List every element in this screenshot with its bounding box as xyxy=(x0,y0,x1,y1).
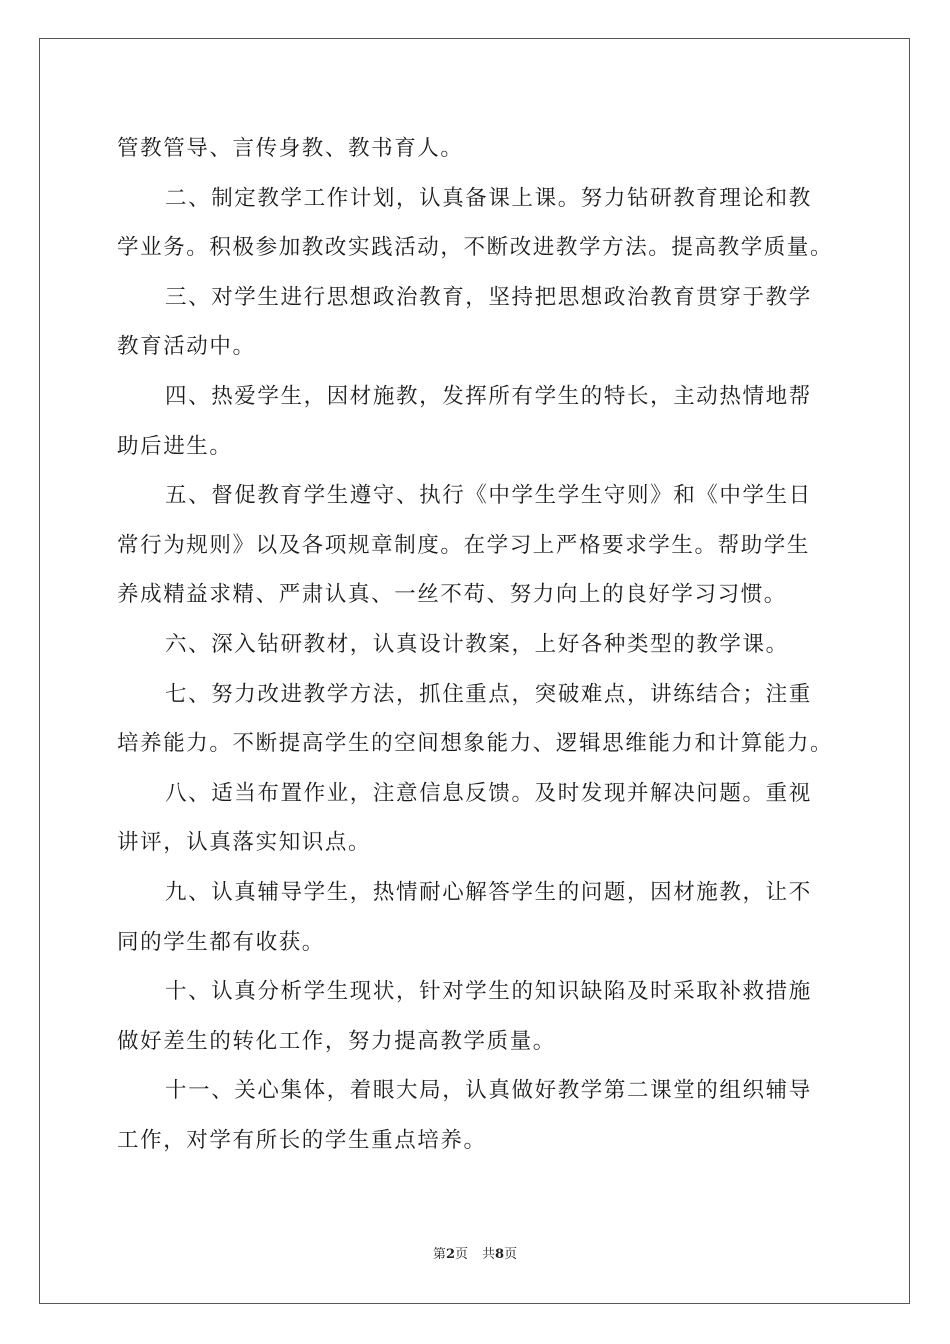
page-number-prefix: 第 xyxy=(432,1247,446,1262)
text-line: 助后进生。 xyxy=(117,433,233,459)
text-line: 二、制定教学工作计划，认真备课上课。努力钻研教育理论和教 xyxy=(165,185,812,211)
text-line: 四、热爱学生，因材施教，发挥所有学生的特长，主动热情地帮 xyxy=(165,383,812,409)
text-line: 管教管导、言传身教、教书育人。 xyxy=(117,136,464,161)
total-pages-suffix: 页 xyxy=(504,1247,518,1262)
text-line: 十、认真分析学生现状，针对学生的知识缺陷及时采取补救措施 xyxy=(165,979,812,1005)
text-line: 常行为规则》以及各项规章制度。在学习上严格要求学生。帮助学生 xyxy=(117,532,811,558)
page-footer xyxy=(0,1243,950,1262)
text-line: 七、努力改进教学方法，抓住重点，突破难点，讲练结合；注重 xyxy=(165,681,812,707)
text-line: 养成精益求精、严肃认真、一丝不苟、努力向上的良好学习习惯。 xyxy=(117,582,787,608)
text-line: 三、对学生进行思想政治教育，坚持把思想政治教育贯穿于教学 xyxy=(165,284,812,310)
total-page-count: 8 xyxy=(495,1247,505,1262)
text-line: 十一、关心集体，着眼大局，认真做好教学第二课堂的组织辅导 xyxy=(165,1078,812,1104)
text-line: 八、适当布置作业，注意信息反馈。及时发现并解决问题。重视 xyxy=(165,780,812,806)
document-body xyxy=(117,124,837,1165)
text-line: 教育活动中。 xyxy=(117,334,256,360)
text-line: 同的学生都有收获。 xyxy=(117,929,325,955)
total-pages-prefix: 共 xyxy=(482,1247,496,1262)
text-line: 九、认真辅导学生，热情耐心解答学生的问题，因材施教，让不 xyxy=(165,879,812,905)
current-page-number: 2 xyxy=(445,1247,455,1262)
text-line: 讲评，认真落实知识点。 xyxy=(117,830,372,856)
page-number-suffix: 页 xyxy=(454,1247,468,1262)
text-line: 工作，对学有所长的学生重点培养。 xyxy=(117,1127,487,1153)
text-line: 五、督促教育学生遵守、执行《中学生学生守则》和《中学生日 xyxy=(165,483,812,509)
text-line: 培养能力。不断提高学生的空间想象能力、逻辑思维能力和计算能力。 xyxy=(117,731,834,757)
text-line: 做好差生的转化工作，努力提高教学质量。 xyxy=(117,1028,556,1054)
text-line: 六、深入钻研教材，认真设计教案，上好各种类型的教学课。 xyxy=(165,631,789,657)
text-line: 学业务。积极参加教改实践活动，不断改进教学方法。提高教学质量。 xyxy=(117,235,834,261)
